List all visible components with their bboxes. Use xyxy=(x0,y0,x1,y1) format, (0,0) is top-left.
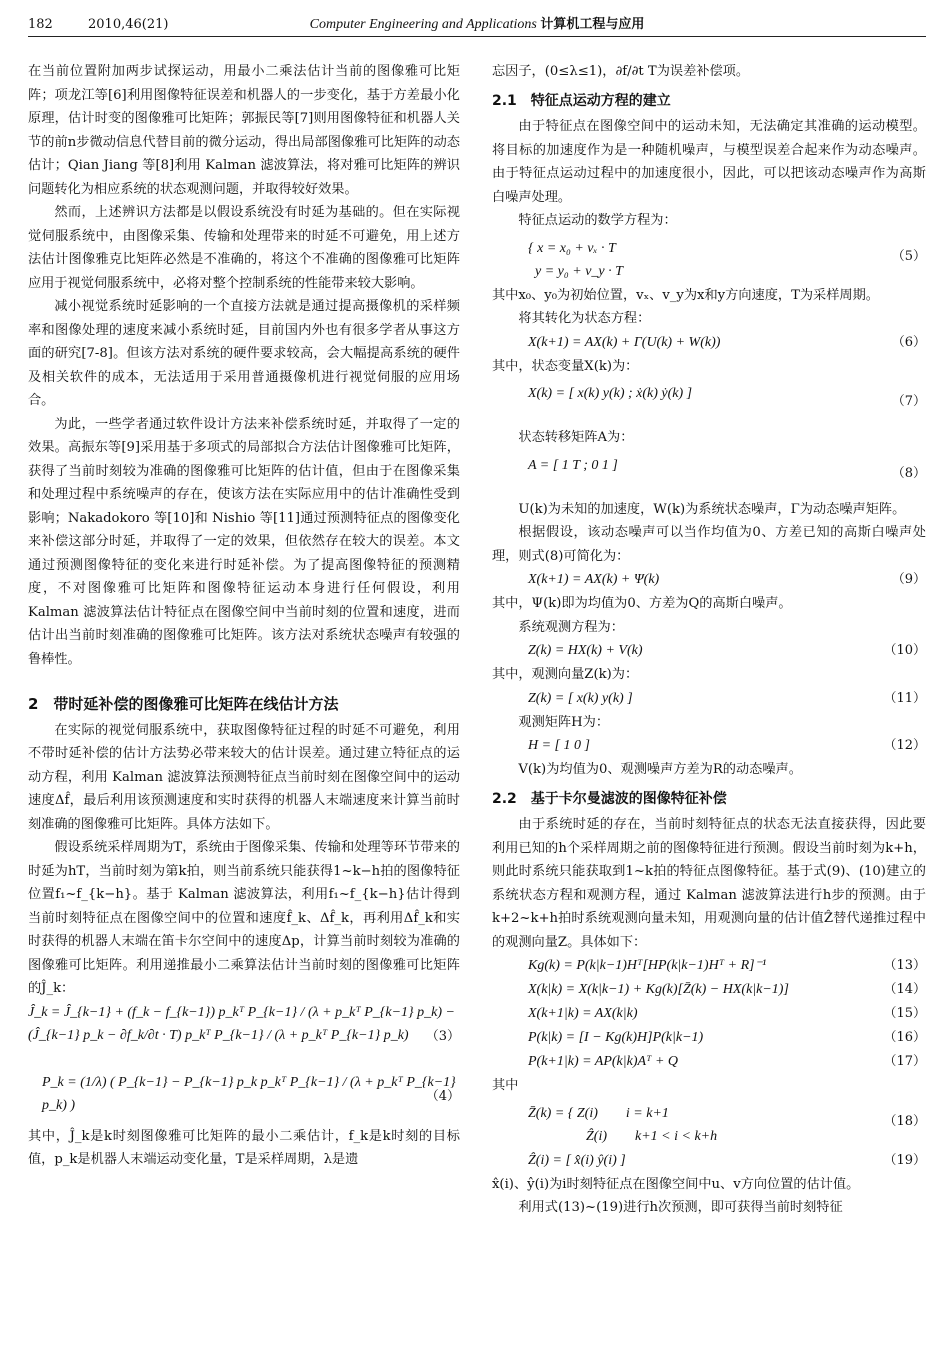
paragraph: 状态转移矩阵A为： xyxy=(518,430,634,445)
paragraph: 其中x₀、y₀为初始位置，vₓ、v_y为x和y方向速度，T为采样周期。 xyxy=(492,287,879,303)
paragraph: 其中 xyxy=(492,1078,519,1093)
equation-15: X(k+1|k) = AX(k|k) （15） xyxy=(528,1006,926,1021)
paragraph: 根据假设，该动态噪声可以当作均值为0、方差已知的高斯白噪声处理，则式(8)可简化为： xyxy=(492,525,926,564)
equation-10: Z(k) = HX(k) + V(k) （10） xyxy=(528,643,926,658)
paragraph: 其中，状态变量X(k)为： xyxy=(492,358,639,374)
paragraph: 观测矩阵H为： xyxy=(518,714,610,730)
equation-18: Z̄(k) = { Z(i) i = k+1 Ẑ(i) k+1 < i < k+h （18） xyxy=(528,1105,926,1144)
paragraph: 由于系统时延的存在，当前时刻特征点的状态无法直接获得，因此要利用已知的h个采样周期之前的图像特征进行预测。假设当前时刻为k+h，则此时系统只能获取到1~k拍的特征点图像特征。基于式(9)、(10)建立的系统状态方程和观测方程，通过 Kalman 滤波算法进行h步的预测。由于k+2~k+h拍时系统观测向量未知，用观测向量的估计值Ẑ替代递推过程中的观测向量Z。具体如下： xyxy=(492,817,926,950)
paragraph: 在当前位置附加两步试探运动，用最小二乘法估计当前的图像雅可比矩阵；项龙江等[6]利用图像特征误差和机器人的一步变化，基于方差最小化原理，估计时变的图像雅可比矩阵；郭振民等[7]则用图像特征和机器人关节的前n步微动信息代替目前的微分运动，得出局部图像雅可比矩阵的动态估计；Qian Jiang 等[8]利用 Kalman 滤波算法，将对雅可比矩阵的辨识问题转化为相应系统的状态观测问题，并取得较好效果。 xyxy=(28,64,460,197)
journal-title xyxy=(28,14,926,36)
paragraph: 减小视觉系统时延影响的一个直接方法就是通过提高摄像机的采样频率和图像处理的速度来减小系统时延，目前国内外也有很多学者从事这方面的研究[7-8]。但该方法对系统的硬件要求较高，会大幅提高系统的硬件及相关软件的成本，无法适用于采用普通摄像机进行视觉伺服的应用场合。 xyxy=(28,299,460,408)
paragraph: x̂(i)、ŷ(i)为i时刻特征点在图像空间中u、v方向位置的估计值。 xyxy=(492,1176,860,1192)
equation-12: H = [ 1 0 ] （12） xyxy=(528,738,926,753)
journal-title-cn: 计算机工程与应用 xyxy=(540,17,645,32)
paragraph: 其中，观测向量Z(k)为： xyxy=(492,667,639,682)
journal-title-en: Computer Engineering and Applications xyxy=(309,17,537,32)
paragraph: 将其转化为状态方程： xyxy=(518,311,651,326)
equation-16: P(k|k) = [I − Kg(k)H]P(k|k−1) （16） xyxy=(528,1030,926,1045)
equation-5: { x = x₀ + vₓ · T y = y₀ + v_y · T （5） xyxy=(528,240,926,279)
paragraph: 由于特征点在图像空间中的运动未知，无法确定其准确的运动模型。将目标的加速度作为是一种随机噪声，与模型误差合起来作为动态噪声。由于特征点运动过程中的加速度很小，因此，可以把该动态噪声作为高斯白噪声处理。 xyxy=(492,119,926,205)
page-header xyxy=(28,14,926,37)
paragraph: 忘因子，(0≤λ≤1)，∂f/∂t T为误差补偿项。 xyxy=(492,64,750,79)
section-heading: 2 带时延补偿的图像雅可比矩阵在线估计方法 xyxy=(28,695,339,713)
paragraph: 其中，Ĵ_k是k时刻图像雅可比矩阵的最小二乘估计，f_k是k时刻的目标值，p_k是机器人末端运动变化量，T是采样周期，λ是遗 xyxy=(28,1128,460,1167)
equation-11: Z(k) = [ x(k) y(k) ] （11） xyxy=(528,690,926,706)
volume-issue: 2010,46(21) xyxy=(88,17,169,32)
equation-19: Ẑ(i) = [ x̂(i) ŷ(i) ] （19） xyxy=(528,1152,926,1168)
equation-13: Kg(k) = P(k|k−1)Hᵀ[HP(k|k−1)Hᵀ + R]⁻¹ （13） xyxy=(528,958,926,973)
section-heading: 2.2 基于卡尔曼滤波的图像特征补偿 xyxy=(492,790,727,807)
paragraph: 然而，上述辨识方法都是以假设系统没有时延为基础的。但在实际视觉伺服系统中，由图像采集、传输和处理带来的时延不可避免，用上述方法估计图像雅克比矩阵必然是不准确的，将这个不准确的图像雅可比矩阵应用于视觉伺服系统中，必将对整个控制系统的性能带来较大影响。 xyxy=(28,205,460,291)
equation-3: Ĵ_k = Ĵ_{k−1} + (f_k − f_{k−1}) p_kᵀ P_{k−1} / (λ + p_kᵀ P_{k−1} p_k) − (Ĵ_{k−1} p_k − ∂f_k/∂t · T) p_kᵀ P_{k−1} / (λ + p_kᵀ P_{k−1} p_k) （3） xyxy=(28,1004,460,1044)
paragraph: 在实际的视觉伺服系统中，获取图像特征过程的时延不可避免，利用不带时延补偿的估计方法势必带来较大的估计误差。通过建立特征点的运动方程，利用 Kalman 滤波算法预测特征点当前时刻在图像空间中的运动速度Δf̂，最后利用该预测速度和实时获得的机器人末端速度来计算当前时刻准确的图像雅可比矩阵。具体方法如下。 xyxy=(28,722,460,832)
paragraph: 利用式(13)~(19)进行h次预测，即可获得当前时刻特征 xyxy=(518,1200,843,1215)
equation-9: X(k+1) = AX(k) + Ψ(k) （9） xyxy=(528,572,926,587)
paragraph: 系统观测方程为： xyxy=(518,619,624,635)
equation-4: P_k = (1/λ) ( P_{k−1} − P_{k−1} p_k p_kᵀ P_{k−1} / (λ + p_kᵀ P_{k−1} p_k) ) （4） xyxy=(42,1074,460,1113)
right-column xyxy=(492,60,926,1220)
paragraph: U(k)为未知的加速度，W(k)为系统状态噪声，Γ为动态噪声矩阵。 xyxy=(518,501,906,517)
paragraph: V(k)为均值为0、观测噪声方差为R的动态噪声。 xyxy=(518,762,802,777)
paragraph: 为此，一些学者通过软件设计方法来补偿系统时延，并取得了一定的效果。高振东等[9]采用基于多项式的局部拟合方法估计图像雅可比矩阵，获得了当前时刻较为准确的图像雅可比矩阵的估计值，但由于在图像采集和处理过程中系统噪声的存在，使该方法在实际应用中的估计准确性受到影响；Nakadokoro 等[10]和 Nishio 等[11]通过预测特征点的图像变化来补偿这部分时延，并取得了一定的效果，但依然存在较大的误差。本文通过预测图像特征的变化来进行时延补偿。为了提高图像特征的预测精度，不对图像雅可比矩阵和图像特征运动本身进行任何假设，利用 Kalman 滤波算法估计特征点在图像空间中当前时刻的位置和速度，进而估计出当前时刻准确的图像雅可比矩阵。该方法对系统状态噪声有较强的鲁棒性。 xyxy=(28,416,460,667)
section-heading: 2.1 特征点运动方程的建立 xyxy=(492,92,671,109)
left-column xyxy=(28,60,460,1172)
equation-14: X(k|k) = X(k|k−1) + Kg(k)[Z̄(k) − HX(k|k−1)] （14） xyxy=(528,982,926,997)
paragraph: 其中，Ψ(k)即为均值为0、方差为Q的高斯白噪声。 xyxy=(492,596,792,611)
equation-6: X(k+1) = AX(k) + Γ(U(k) + W(k)) （6） xyxy=(528,334,926,350)
page-number: 182 xyxy=(28,17,53,32)
paragraph: 假设系统采样周期为T，系统由于图像采集、传输和处理等环节带来的时延为hT，当前时刻为第k拍，则当前系统只能获得1~k−h拍的图像特征位置f₁~f_{k−h}。基于 Kalman 滤波算法，利用f₁~f_{k−h}估计得到当前时刻特征点在图像空间中的位置和速度f̂_k、Δf̂_k，再利用Δf̂_k和实时获得的机器人末端在笛卡尔空间中的速度Δp，计算当前时刻较为准确的图像雅可比矩阵。利用递推最小二乘算法估计当前时刻的图像雅可比矩阵的Ĵ_k： xyxy=(28,840,460,996)
equation-7: X(k) = [ x(k) y(k) ; ẋ(k) ẏ(k) ] （7） xyxy=(528,386,926,409)
equation-17: P(k+1|k) = AP(k|k)Aᵀ + Q （17） xyxy=(528,1054,926,1069)
paragraph: 特征点运动的数学方程为： xyxy=(518,213,677,228)
equation-8: A = [ 1 T ; 0 1 ] （8） xyxy=(528,457,926,481)
